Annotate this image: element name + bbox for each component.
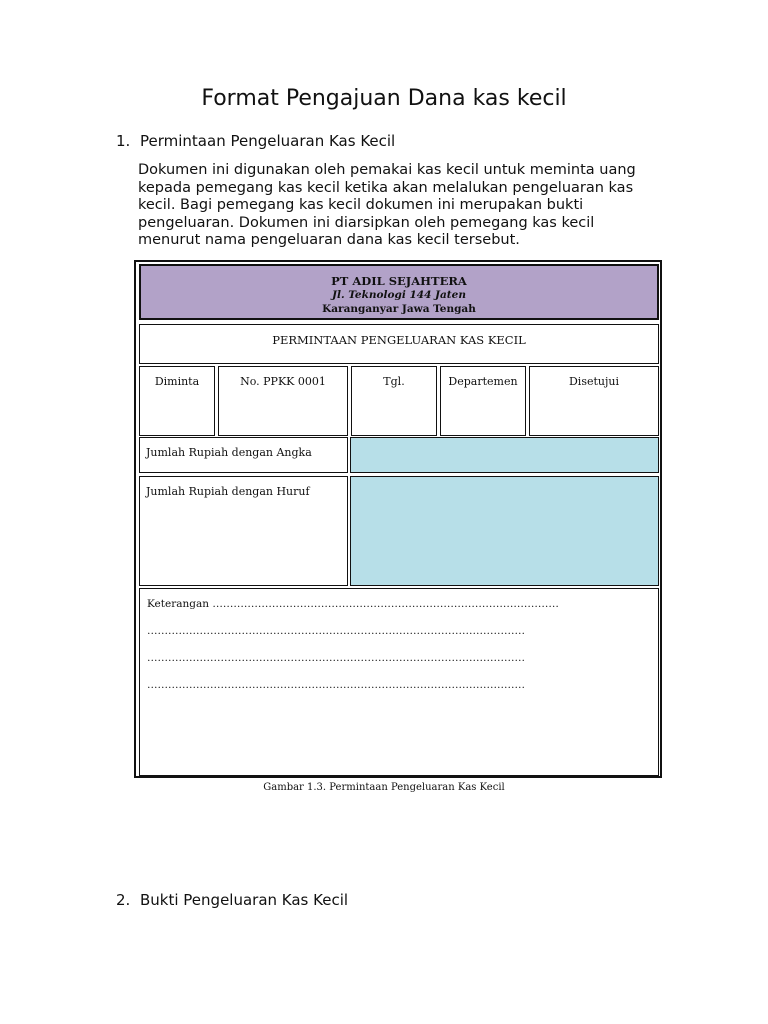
paragraph-line: kepada pemegang kas kecil ketika akan melalukan pengeluaran kas: [138, 179, 634, 196]
section-2-heading: [116, 891, 348, 909]
paragraph-line: pengeluaran. Dokumen ini diarsipkan oleh pemegang kas kecil: [138, 214, 595, 231]
column-diminta: Diminta: [139, 366, 215, 436]
amount-words-label: Jumlah Rupiah dengan Huruf: [139, 476, 348, 586]
company-address-street: Jl. Teknologi 144 Jaten: [332, 289, 466, 301]
paragraph-line: menurut nama pengeluaran dana kas kecil tersebut.: [138, 232, 520, 249]
section-2-number: 2.: [116, 891, 131, 909]
column-date: Tgl.: [351, 366, 437, 436]
notes-dotted-line: ………………………………………………………………………………………………: [147, 625, 525, 637]
amount-words-field: [350, 476, 659, 586]
company-name: PT ADIL SEJAHTERA: [331, 274, 467, 288]
page-title: Format Pengajuan Dana kas kecil: [201, 86, 567, 111]
notes-section: [139, 588, 659, 776]
petty-cash-request-form: [134, 260, 662, 778]
section-1-heading: [116, 132, 395, 150]
paragraph-line: kecil. Bagi pemegang kas kecil dokumen ini merupakan bukti: [138, 197, 584, 214]
column-department: Departemen: [440, 366, 526, 436]
paragraph-line: Dokumen ini digunakan oleh pemakai kas kecil untuk meminta uang: [138, 162, 636, 178]
amount-number-field: [350, 437, 659, 473]
amount-number-label: Jumlah Rupiah dengan Angka: [139, 437, 348, 473]
company-header: [139, 264, 659, 320]
column-approved: Disetujui: [529, 366, 659, 436]
section-2-title: Bukti Pengeluaran Kas Kecil: [140, 891, 349, 909]
company-address-city: Karanganyar Jawa Tengah: [322, 303, 476, 315]
notes-dotted-line: ………………………………………………………………………………………………: [147, 652, 525, 664]
section-1-number: 1.: [116, 132, 131, 150]
section-1-title: Permintaan Pengeluaran Kas Kecil: [140, 132, 396, 150]
column-document-number: No. PPKK 0001: [218, 366, 348, 436]
notes-dotted-line: ………………………………………………………………………………………………: [147, 679, 525, 691]
notes-label-line: Keterangan ………………………………………………………………………………………: [147, 598, 559, 610]
form-title: PERMINTAAN PENGELUARAN KAS KECIL: [139, 324, 659, 364]
figure-caption: Gambar 1.3. Permintaan Pengeluaran Kas Kecil: [263, 782, 505, 793]
description-paragraph: [138, 162, 678, 250]
